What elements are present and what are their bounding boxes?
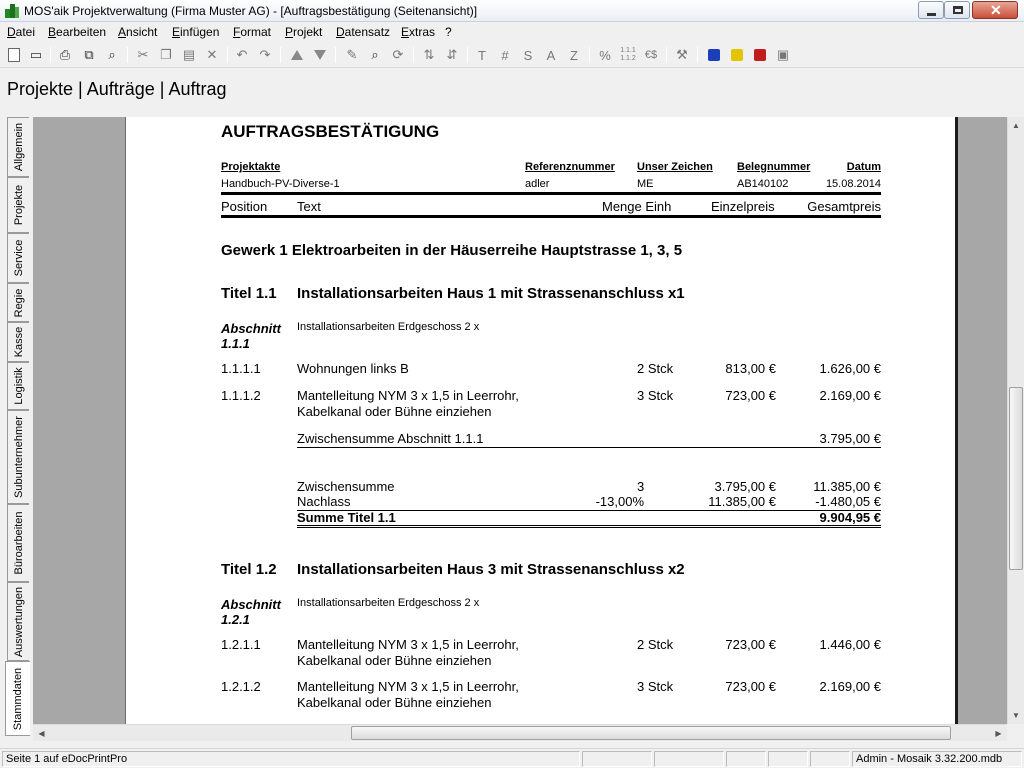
menu-extras[interactable]: Extras [401, 25, 436, 39]
rule-header-top [221, 192, 881, 195]
tab-projekte[interactable]: Projekte [7, 177, 29, 233]
row-text: Mantelleitung NYM 3 x 1,5 in Leerrohr, [297, 679, 519, 694]
format-t-button[interactable]: T [478, 47, 486, 63]
menu-help[interactable]: ? [445, 25, 452, 39]
meta-header-unser-zeichen: Unser Zeichen [637, 161, 713, 173]
zwischensumme-label: Zwischensumme [297, 479, 395, 494]
row-text: Wohnungen links B [297, 361, 409, 376]
nachlass-label: Nachlass [297, 494, 351, 509]
menu-ansicht[interactable]: Ansicht [118, 25, 158, 39]
maximize-icon [953, 6, 963, 14]
zwischensumme-gesamt: 11.385,00 € [813, 479, 881, 494]
column-einzelpreis: Einzelpreis [711, 199, 775, 214]
puzzle-yellow-icon[interactable] [727, 45, 747, 65]
rule-summe-bottom-2 [297, 527, 881, 528]
open-folder-icon[interactable]: ▭ [29, 47, 43, 62]
cut-icon[interactable]: ✂ [137, 47, 149, 62]
meta-header-referenznummer: Referenznummer [525, 161, 615, 173]
row-text-line2: Kabelkanal oder Bühne einziehen [297, 695, 492, 710]
abschnitt-description: Installationsarbeiten Erdgeschoss 2 x [297, 597, 480, 609]
titel-heading: Installationsarbeiten Haus 1 mit Strassenanschluss x1 [297, 285, 685, 302]
scroll-down-icon[interactable]: ▼ [1012, 711, 1020, 720]
search-icon[interactable]: ⌕ [371, 47, 379, 62]
format-a-button[interactable]: A [546, 47, 556, 63]
move-up-icon[interactable] [287, 45, 307, 65]
document-title: AUFTRAGSBESTÄTIGUNG [221, 122, 440, 141]
row-einzelpreis: 723,00 € [725, 388, 776, 403]
meta-value-referenznummer: adler [525, 178, 550, 190]
redo-icon[interactable]: ↷ [259, 47, 271, 62]
sort-descending-icon[interactable]: ⇵ [446, 47, 458, 62]
document-page [125, 117, 955, 724]
scroll-right-icon[interactable]: ▶ [995, 728, 1002, 738]
format-z-button[interactable]: Z [570, 47, 578, 63]
minimize-button[interactable] [918, 1, 944, 19]
vertical-scrollbar[interactable] [1007, 117, 1024, 724]
page-setup-icon[interactable]: ⌕ [108, 47, 116, 62]
window-layout-icon[interactable]: ▣ [776, 47, 790, 62]
menu-einfuegen[interactable]: Einfügen [172, 25, 220, 39]
page-shadow [955, 117, 958, 724]
abschnitt-label: Abschnitt [221, 597, 281, 612]
undo-icon[interactable]: ↶ [236, 47, 248, 62]
window-title: MOS'aik Projektverwaltung (Firma Muster AG) - [Auftragsbestätigung (Seitenansicht)] [24, 4, 478, 18]
row-gesamtpreis: 2.169,00 € [819, 679, 881, 694]
close-icon: ✕ [990, 2, 1002, 18]
rule-header-bottom [221, 215, 881, 218]
tools-icon[interactable]: ⚒ [676, 47, 688, 62]
column-gesamtpreis: Gesamtpreis [807, 199, 881, 214]
meta-header-datum: Datum [846, 161, 881, 173]
status-right: Admin - Mosaik 3.32.200.mdb [852, 751, 1022, 767]
vertical-scroll-thumb[interactable] [1009, 387, 1023, 570]
rule-zwischensumme [297, 447, 881, 448]
status-panel-5 [768, 751, 808, 767]
menu-datei[interactable]: Datei [7, 25, 36, 39]
zwischensumme-abschnitt-label: Zwischensumme Abschnitt 1.1.1 [297, 431, 484, 446]
menu-bar [0, 22, 1024, 42]
abschnitt-number: 1.1.1 [221, 336, 250, 351]
row-text-line2: Kabelkanal oder Bühne einziehen [297, 653, 492, 668]
meta-header-projektakte: Projektakte [221, 161, 281, 173]
horizontal-scroll-thumb[interactable] [351, 726, 951, 740]
delete-icon[interactable]: ✕ [206, 47, 218, 62]
status-left: Seite 1 auf eDocPrintPro [2, 751, 580, 767]
horizontal-scrollbar[interactable] [33, 724, 1007, 741]
abschnitt-label: Abschnitt [221, 321, 281, 336]
meta-header-belegnummer: Belegnummer [737, 161, 811, 173]
titel-heading: Installationsarbeiten Haus 3 mit Strassenanschluss x2 [297, 561, 685, 578]
tab-service[interactable]: Service [7, 233, 29, 283]
maximize-button[interactable] [944, 1, 970, 19]
status-panel-6 [810, 751, 850, 767]
percent-button[interactable]: % [599, 47, 611, 63]
row-position: 1.2.1.1 [221, 637, 261, 652]
zwischensumme-einzel: 3.795,00 € [714, 479, 776, 494]
puzzle-red-icon[interactable] [750, 45, 770, 65]
meta-value-unser-zeichen: ME [637, 178, 654, 190]
column-text: Text [297, 199, 321, 214]
paste-icon[interactable]: ▤ [182, 47, 196, 62]
nachlass-percent: -13,00% [595, 494, 644, 509]
column-menge-einh: Menge Einh [602, 199, 672, 214]
row-gesamtpreis: 1.446,00 € [819, 637, 881, 652]
refresh-icon[interactable]: ⟳ [392, 47, 404, 62]
vertical-tab-bar [7, 117, 33, 740]
row-text: Mantelleitung NYM 3 x 1,5 in Leerrohr, [297, 388, 519, 403]
numbering-line-2: 1.1.2 [620, 55, 636, 62]
document-preview-area [33, 117, 1007, 724]
status-bar [0, 748, 1024, 768]
menu-projekt[interactable]: Projekt [285, 25, 323, 39]
zwischensumme-abschnitt-value: 3.795,00 € [819, 431, 881, 446]
row-gesamtpreis: 2.169,00 € [819, 388, 881, 403]
row-menge: 2 Stck [637, 361, 674, 376]
edit-pencil-icon[interactable]: ✎ [346, 47, 358, 62]
scrollbar-corner [1007, 724, 1024, 741]
scroll-left-icon[interactable]: ◀ [38, 728, 45, 738]
minimize-icon [927, 13, 936, 16]
column-position: Position [221, 199, 268, 214]
numbering-line-1: 1.1.1 [620, 47, 636, 54]
numbering-button[interactable] [618, 45, 638, 65]
row-einzelpreis: 723,00 € [725, 679, 776, 694]
abschnitt-number: 1.2.1 [221, 612, 250, 627]
row-position: 1.1.1.1 [221, 361, 261, 376]
titel-number: Titel 1.2 [221, 561, 277, 578]
zwischensumme-menge: 3 [637, 479, 645, 494]
meta-value-datum: 15.08.2014 [825, 178, 881, 190]
gewerk-heading: Gewerk 1 Elektroarbeiten in der Häuserreihe Hauptstrasse 1, 3, 5 [221, 242, 683, 259]
tab-allgemein[interactable]: Allgemein [7, 117, 29, 177]
sort-ascending-icon[interactable]: ⇅ [423, 47, 435, 62]
tab-auswertungen[interactable]: Auswertungen [7, 582, 29, 661]
row-position: 1.2.1.2 [221, 679, 261, 694]
app-logo-icon [4, 3, 20, 19]
close-button[interactable] [972, 1, 1018, 19]
row-text: Mantelleitung NYM 3 x 1,5 in Leerrohr, [297, 637, 519, 652]
puzzle-blue-icon[interactable] [704, 45, 724, 65]
print-icon[interactable]: ⎙ [59, 47, 71, 62]
row-text-line2: Kabelkanal oder Bühne einziehen [297, 404, 492, 419]
row-menge: 3 Stck [637, 388, 674, 403]
nachlass-value: -1.480,05 € [815, 494, 881, 509]
currency-button[interactable]: €$ [644, 49, 658, 61]
new-document-icon[interactable] [4, 45, 24, 65]
tab-stammdaten[interactable]: Stammdaten [5, 661, 30, 736]
row-einzelpreis: 723,00 € [725, 637, 776, 652]
status-panel-3 [654, 751, 724, 767]
menu-datensatz[interactable]: Datensatz [336, 25, 391, 39]
format-s-button[interactable]: S [523, 47, 533, 63]
format-hash-button[interactable]: # [501, 47, 509, 63]
meta-value-projektakte: Handbuch-PV-Diverse-1 [221, 178, 340, 190]
row-gesamtpreis: 1.626,00 € [819, 361, 881, 376]
tab-subunternehmer[interactable]: Subunternehmer [7, 410, 29, 504]
tab-logistik[interactable]: Logistik [7, 362, 29, 410]
row-menge: 2 Stck [637, 637, 674, 652]
summe-titel-value: 9.904,95 € [819, 510, 881, 525]
toolbar [0, 42, 1024, 68]
nachlass-basis: 11.385,00 € [708, 494, 776, 509]
row-menge: 3 Stck [637, 679, 674, 694]
row-position: 1.1.1.2 [221, 388, 261, 403]
titel-number: Titel 1.1 [221, 285, 277, 302]
copy-icon[interactable]: ❐ [160, 47, 172, 62]
rule-summe-bottom-1 [297, 525, 881, 526]
status-panel-4 [726, 751, 766, 767]
scroll-up-icon[interactable]: ▲ [1012, 121, 1020, 130]
tab-bueroarbeiten[interactable]: Büroarbeiten [7, 504, 29, 582]
meta-value-belegnummer: AB140102 [737, 178, 789, 190]
abschnitt-description: Installationsarbeiten Erdgeschoss 2 x [297, 321, 480, 333]
row-einzelpreis: 813,00 € [725, 361, 776, 376]
tab-kasse[interactable]: Kasse [7, 322, 29, 362]
tab-regie[interactable]: Regie [7, 283, 29, 322]
menu-bearbeiten[interactable]: Bearbeiten [48, 25, 107, 39]
title-bar [0, 0, 1024, 22]
breadcrumb: Projekte | Aufträge | Auftrag [7, 79, 227, 99]
move-down-icon[interactable] [310, 45, 330, 65]
status-panel-2 [582, 751, 652, 767]
summe-titel-label: Summe Titel 1.1 [297, 510, 396, 525]
menu-format[interactable]: Format [233, 25, 272, 39]
print-preview-icon[interactable]: ⧉ [84, 47, 94, 62]
